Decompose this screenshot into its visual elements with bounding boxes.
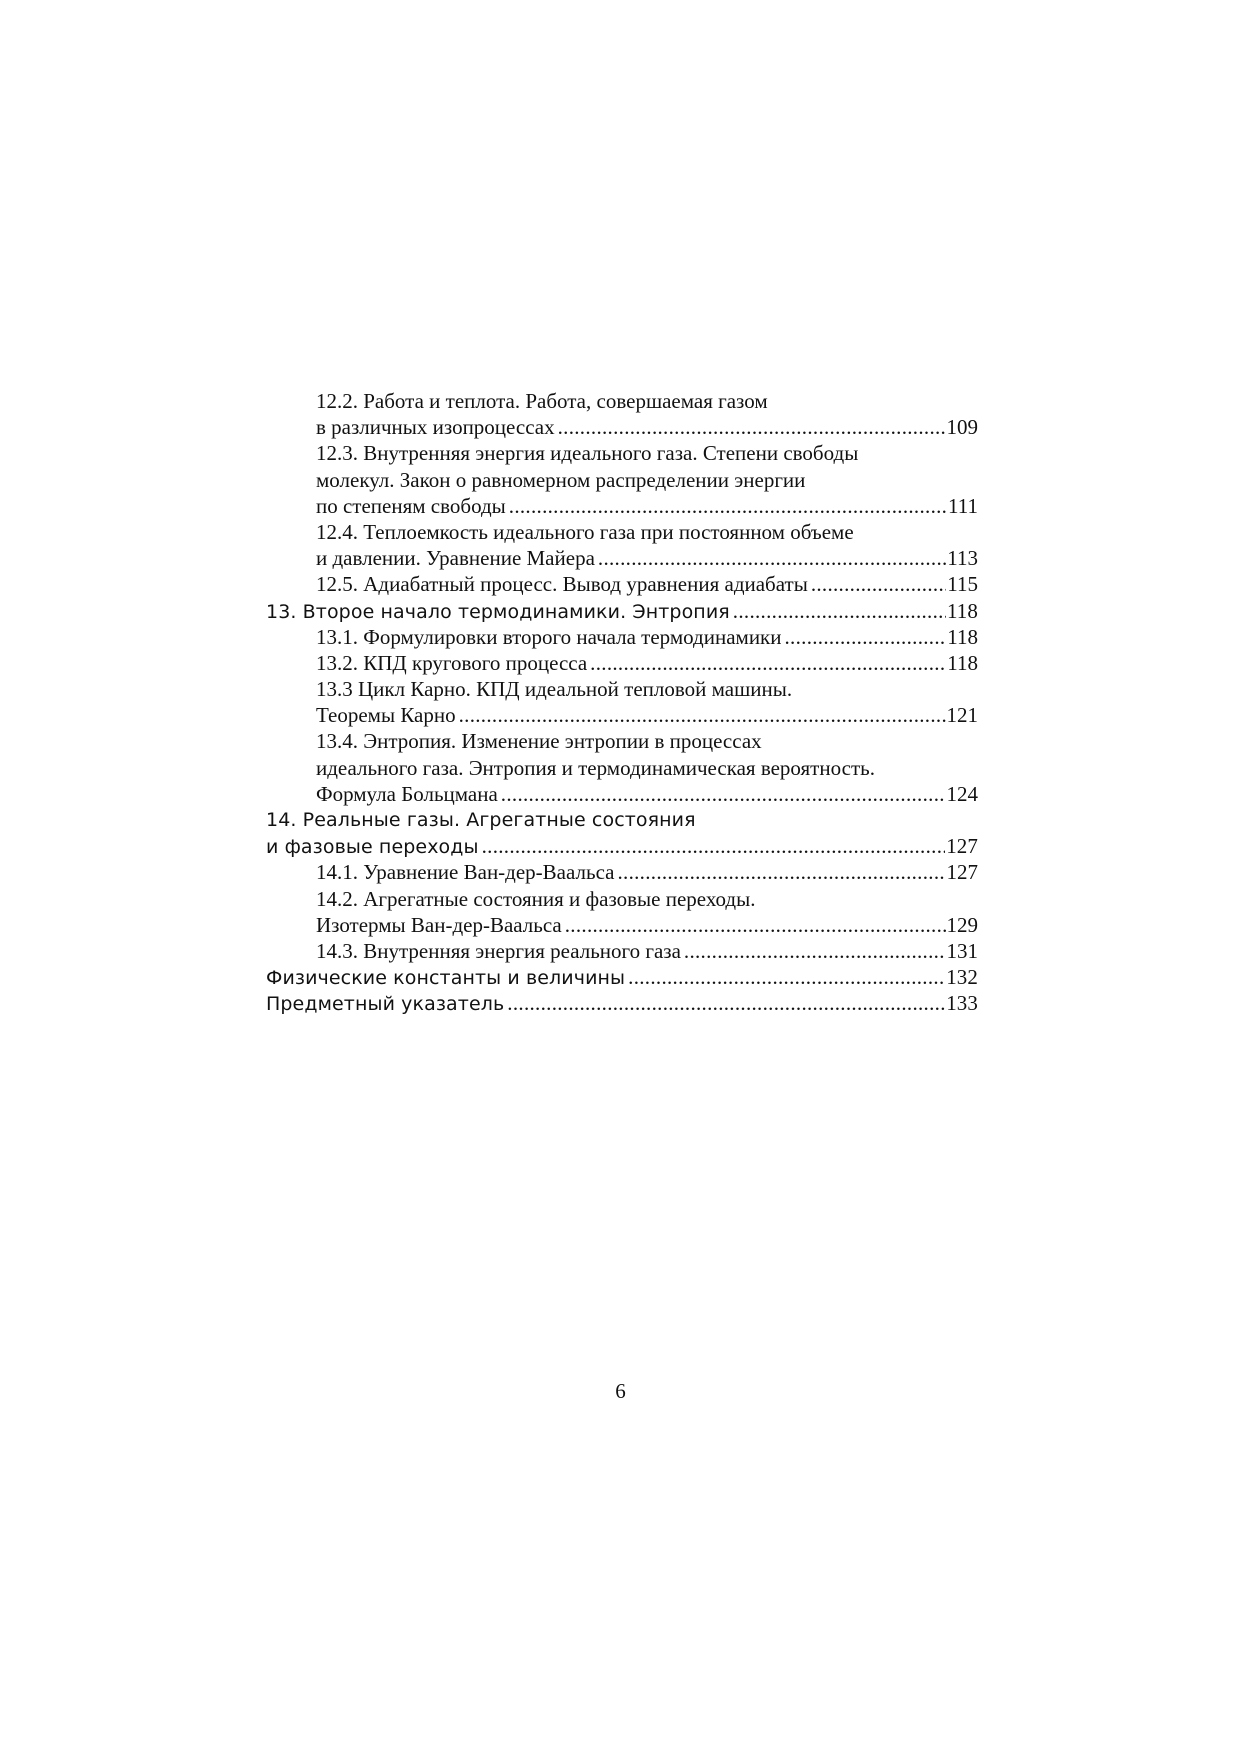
toc-entry-13-3-cont[interactable] [266, 702, 978, 728]
toc-subject-index[interactable] [266, 990, 978, 1016]
toc-entry-title: 14.3. Внутренняя энергия реального газа [316, 938, 681, 963]
toc-entry-14-3[interactable] [266, 938, 978, 964]
toc-entry-title: в различных изопроцессах [316, 415, 555, 440]
toc-chapter-title: и фазовые переходы [266, 836, 479, 859]
toc-entry-13-1[interactable] [266, 624, 978, 650]
dot-leader [501, 781, 946, 807]
dot-leader [459, 702, 946, 728]
toc-chapter-title: Физические константы и величины [266, 967, 626, 990]
toc-page-number: 127 [946, 860, 978, 885]
toc-entry-12-2-cont[interactable] [266, 414, 978, 440]
toc-page-number: 121 [946, 703, 978, 728]
dot-leader [733, 598, 946, 624]
toc-entry-title: 12.2. Работа и теплота. Работа, совершаемая газом [316, 389, 768, 413]
dot-leader [509, 493, 947, 519]
toc-entry-13-4[interactable] [266, 728, 978, 754]
toc-chapter-title: 13. Второе начало термодинамики. Энтропия [266, 600, 730, 623]
dot-leader [598, 545, 946, 571]
dot-leader [507, 990, 945, 1016]
toc-entry-13-4-cont[interactable] [266, 755, 978, 781]
toc-page-number: 124 [946, 781, 978, 806]
toc-chapter-title: 14. Реальные газы. Агрегатные состояния [266, 809, 696, 831]
dot-leader [482, 833, 946, 859]
toc-entry-14-2[interactable] [266, 886, 978, 912]
table-of-contents [266, 388, 978, 1017]
toc-entry-title: 14.2. Агрегатные состояния и фазовые переходы. [316, 886, 756, 911]
toc-page-number: 115 [947, 572, 978, 597]
toc-entry-12-3-cont[interactable] [266, 493, 978, 519]
toc-entry-title: Формула Больцмана [316, 781, 498, 806]
toc-chapter-title: Предметный указатель [266, 993, 505, 1016]
toc-page-number: 118 [947, 624, 978, 649]
toc-constants[interactable] [266, 964, 978, 990]
toc-page-number: 111 [948, 493, 978, 518]
dot-leader [811, 571, 946, 597]
dot-leader [628, 964, 945, 990]
dot-leader [684, 938, 946, 964]
toc-page-number: 113 [947, 546, 978, 571]
toc-entry-title: 13.1. Формулировки второго начала термодинамики [316, 624, 782, 649]
toc-entry-14-1[interactable] [266, 859, 978, 885]
dot-leader [785, 624, 947, 650]
toc-entry-title: 12.3. Внутренняя энергия идеального газа. Степени свободы [316, 441, 859, 466]
toc-entry-14-2-cont[interactable] [266, 912, 978, 938]
dot-leader [565, 912, 946, 938]
toc-entry-13-2[interactable] [266, 650, 978, 676]
toc-page-number: 133 [946, 991, 978, 1016]
toc-entry-13-4-cont[interactable] [266, 781, 978, 807]
toc-entry-title: Теоремы Карно [316, 703, 456, 728]
toc-entry-title: Изотермы Ван-дер-Ваальса [316, 912, 562, 937]
toc-entry-title: 12.5. Адиабатный процесс. Вывод уравнения адиабаты [316, 572, 808, 597]
page-number: 6 [615, 1379, 626, 1403]
toc-chapter-14[interactable] [266, 807, 978, 833]
dot-leader [558, 414, 946, 440]
toc-entry-title: 12.4. Теплоемкость идеального газа при постоянном объеме [316, 519, 854, 544]
toc-entry-13-3[interactable] [266, 676, 978, 702]
toc-entry-title: 13.2. КПД кругового процесса [316, 650, 588, 675]
toc-page-number: 127 [946, 834, 978, 859]
toc-page-number: 118 [946, 598, 978, 623]
toc-chapter-14-cont[interactable] [266, 833, 978, 859]
toc-entry-title: 13.3 Цикл Карно. КПД идеальной тепловой машины. [316, 677, 793, 702]
toc-entry-12-4[interactable] [266, 519, 978, 545]
toc-page-number: 109 [946, 415, 978, 440]
toc-page-number: 129 [946, 912, 978, 937]
dot-leader [590, 650, 946, 676]
toc-page-number: 118 [947, 650, 978, 675]
toc-page-number: 131 [946, 938, 978, 963]
toc-entry-title: молекул. Закон о равномерном распределении энергии [316, 467, 806, 492]
toc-entry-title: 14.1. Уравнение Ван-дер-Ваальса [316, 860, 615, 885]
toc-entry-title: идеального газа. Энтропия и термодинамическая вероятность. [316, 755, 875, 780]
toc-entry-12-2[interactable] [266, 388, 978, 414]
toc-entry-12-3[interactable] [266, 440, 978, 466]
dot-leader [617, 859, 945, 885]
toc-page-number: 132 [946, 965, 978, 990]
toc-entry-12-5[interactable] [266, 571, 978, 597]
toc-chapter-13[interactable] [266, 598, 978, 624]
toc-entry-12-3-cont[interactable] [266, 467, 978, 493]
toc-entry-title: 13.4. Энтропия. Изменение энтропии в процессах [316, 729, 762, 754]
toc-entry-title: по степеням свободы [316, 493, 506, 518]
toc-entry-12-4-cont[interactable] [266, 545, 978, 571]
toc-entry-title: и давлении. Уравнение Майера [316, 546, 595, 571]
